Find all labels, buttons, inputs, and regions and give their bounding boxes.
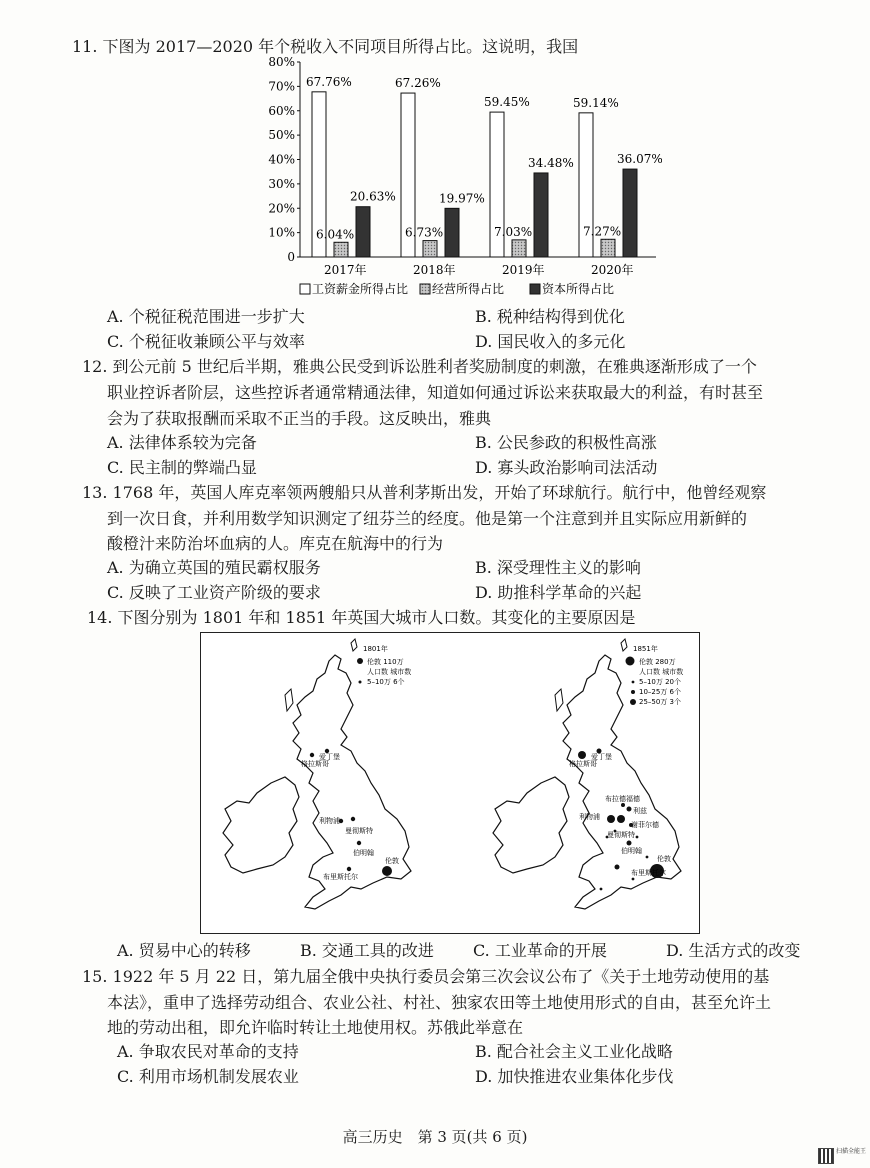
- y-tick-label: 20%: [268, 201, 295, 216]
- q15-option-b[interactable]: B. 配合社会主义工业化战略: [475, 1042, 673, 1061]
- bar: [512, 240, 526, 257]
- data-label: 59.45%: [484, 95, 530, 110]
- q13-option-d[interactable]: D. 助推科学革命的兴起: [475, 583, 642, 602]
- legend-london-symbol-1851: [626, 657, 635, 666]
- bar: [334, 242, 348, 257]
- q11-stem: 11. 下图为 2017—2020 年个税收入不同项目所得占比。这说明，我国: [72, 37, 579, 56]
- legend-row: 5–10万 6个: [367, 678, 405, 686]
- q11-option-b[interactable]: B. 税种结构得到优化: [475, 307, 625, 326]
- q14-option-c[interactable]: C. 工业革命的开展: [473, 941, 607, 960]
- city-label: 利物浦: [579, 813, 600, 821]
- q15-line3: 地的劳动出租，即允许临时转让土地使用权。苏俄此举意在: [107, 1018, 524, 1037]
- city-dot-bristol-1801: [347, 867, 351, 871]
- data-label: 6.73%: [405, 225, 444, 240]
- q12-line3: 会为了获取报酬而采取不正当的手段。这反映出，雅典: [107, 409, 492, 428]
- legend-10-25-symbol: [631, 690, 635, 694]
- data-label: 7.27%: [583, 224, 622, 239]
- q15-option-c[interactable]: C. 利用市场机制发展农业: [117, 1067, 299, 1086]
- data-label: 20.63%: [350, 189, 396, 204]
- data-label: 36.07%: [617, 152, 662, 167]
- q14-stem: 14. 下图分别为 1801 年和 1851 年英国大城市人口数。其变化的主要原因是: [87, 608, 636, 627]
- legend-label: 经营所得占比: [432, 282, 505, 296]
- y-tick-label: 60%: [268, 103, 295, 118]
- city-dot-bradford-1851: [621, 803, 625, 807]
- x-tick-label: 2019年: [502, 263, 545, 277]
- hebrides-1851: [555, 689, 563, 711]
- city-label: 爱丁堡: [319, 753, 340, 761]
- data-label: 7.03%: [494, 224, 533, 239]
- q13-option-a[interactable]: A. 为确立英国的殖民霸权服务: [107, 558, 321, 577]
- legend-row: 5–10万 20个: [639, 678, 681, 686]
- q12-line2: 职业控诉者阶层，这些控诉者通常精通法律，知道如何通过诉讼来获取最大的利益，有时甚至: [107, 383, 764, 402]
- legend-swatch: [530, 284, 540, 294]
- q12-option-a[interactable]: A. 法律体系较为完备: [107, 433, 257, 452]
- great-britain-1801: [293, 655, 411, 909]
- legend-5-10-symbol: [632, 681, 635, 684]
- city-dot-small: [632, 878, 635, 881]
- q13-line3: 酸橙汁来防治坏血病的人。库克在航海中的行为: [107, 534, 444, 553]
- city-label: 格拉斯哥: [569, 760, 597, 768]
- y-tick-label: 80%: [268, 55, 295, 69]
- city-dot-leeds-1851: [627, 807, 632, 812]
- scanner-watermark: 扫描全能王: [836, 1148, 867, 1155]
- q13-line1: 13. 1768 年，英国人库克率领两艘船只从普利茅斯出发，开始了环球航行。航行中，他曾经观察: [82, 483, 767, 502]
- legend-london-symbol-1801: [357, 658, 363, 664]
- q13-option-b[interactable]: B. 深受理性主义的影响: [475, 558, 641, 577]
- legend-row: 伦敦 280万: [639, 658, 676, 666]
- x-tick-label: 2017年: [324, 263, 367, 277]
- map-1851: [493, 639, 683, 909]
- q11-option-d[interactable]: D. 国民收入的多元化: [475, 332, 626, 351]
- bar: [445, 208, 459, 257]
- y-tick-label: 50%: [268, 128, 295, 143]
- city-label: 利兹: [633, 807, 647, 815]
- hebrides-1801: [285, 689, 293, 711]
- q15-option-d[interactable]: D. 加快推进农业集体化步伐: [475, 1067, 674, 1086]
- shetland-1801: [351, 639, 357, 651]
- legend-small-symbol-1801: [359, 681, 362, 684]
- legend-row: 人口数 城市数: [639, 668, 684, 676]
- city-dot-small: [600, 888, 603, 891]
- city-dot-manchester-1801: [351, 817, 355, 821]
- legend-label: 资本所得占比: [542, 282, 615, 296]
- q12-option-c[interactable]: C. 民主制的弊端凸显: [107, 458, 257, 477]
- city-dot-bristol-1851: [615, 865, 620, 870]
- bar: [534, 173, 548, 257]
- y-tick-label: 70%: [268, 79, 295, 94]
- bar: [423, 241, 437, 257]
- legend-swatch: [420, 284, 430, 294]
- bar: [601, 239, 615, 257]
- city-label: 布里斯托尔: [323, 873, 358, 881]
- city-label: 伦敦: [657, 855, 671, 863]
- city-dot-london-1801: [382, 866, 392, 876]
- y-tick-label: 30%: [268, 176, 295, 191]
- city-label: 曼彻斯特: [345, 827, 373, 835]
- city-dot-glasgow-1801: [310, 753, 314, 757]
- q14-option-a[interactable]: A. 贸易中心的转移: [117, 941, 251, 960]
- q15-line1: 15. 1922 年 5 月 22 日，第九届全俄中央执行委员会第三次会议公布了《关于土地劳动使用的基: [82, 967, 770, 986]
- data-label: 67.76%: [306, 74, 352, 89]
- x-tick-label: 2020年: [591, 263, 634, 277]
- city-label: 伯明翰: [353, 849, 374, 857]
- city-label: 伯明翰: [621, 847, 642, 855]
- city-label: 曼彻斯特: [607, 831, 635, 839]
- city-dot-small: [636, 836, 639, 839]
- q12-line1: 12. 到公元前 5 世纪后半期，雅典公民受到诉讼胜利者奖励制度的刺激，在雅典逐渐形成了一个: [82, 357, 757, 376]
- city-dot-manchester-1851: [617, 815, 625, 823]
- x-tick-label: 2018年: [413, 263, 456, 277]
- city-label: 伦敦: [385, 857, 399, 865]
- bar: [623, 169, 637, 257]
- legend-row: 25–50万 3个: [639, 698, 681, 706]
- legend-row: 伦敦 110万: [367, 658, 404, 666]
- q14-option-d[interactable]: D. 生活方式的改变: [666, 941, 801, 960]
- legend-25-50-symbol: [630, 699, 636, 705]
- y-tick-label: 0: [287, 250, 295, 264]
- data-label: 34.48%: [528, 155, 574, 170]
- data-label: 59.14%: [573, 95, 619, 110]
- page-footer: 高三历史 第 3 页(共 6 页): [342, 1128, 528, 1146]
- data-label: 6.04%: [316, 227, 355, 242]
- city-label: 谢菲尔德: [631, 821, 659, 829]
- chart-svg: [262, 52, 662, 302]
- ireland-1851: [493, 777, 569, 873]
- legend-label: 工资薪金所得占比: [312, 282, 409, 296]
- q11-option-c[interactable]: C. 个税征收兼顾公平与效率: [107, 332, 305, 351]
- britain-city-population-maps: [200, 632, 700, 934]
- map-1801: [223, 639, 411, 909]
- city-dot-glasgow-1851: [578, 751, 586, 759]
- q14-option-b[interactable]: B. 交通工具的改进: [300, 941, 434, 960]
- data-label: 19.97%: [439, 191, 485, 206]
- city-label: 格拉斯哥: [301, 760, 329, 768]
- q15-option-a[interactable]: A. 争取农民对革命的支持: [117, 1042, 299, 1061]
- q11-option-a[interactable]: A. 个税征税范围进一步扩大: [107, 307, 305, 326]
- tax-income-bar-chart: [262, 52, 662, 302]
- qr-code-icon: [818, 1148, 834, 1164]
- y-tick-label: 10%: [268, 225, 295, 240]
- data-label: 67.26%: [395, 76, 441, 91]
- q13-line2: 到一次日食，并利用数学知识测定了纽芬兰的经度。他是第一个注意到并且实际应用新鲜的: [107, 509, 748, 528]
- q12-option-d[interactable]: D. 寡头政治影响司法活动: [475, 458, 658, 477]
- city-label: 爱丁堡: [591, 753, 612, 761]
- shetland-1851: [621, 639, 627, 651]
- y-tick-label: 40%: [268, 152, 295, 167]
- maps-svg: [201, 633, 699, 933]
- legend-swatch: [300, 284, 310, 294]
- city-dot-birmingham-1801: [357, 841, 361, 845]
- city-label: 利物浦: [319, 817, 340, 825]
- q12-option-b[interactable]: B. 公民参政的积极性高涨: [475, 433, 657, 452]
- city-dot-liverpool-1851: [607, 815, 615, 823]
- legend-row: 10–25万 6个: [639, 688, 681, 696]
- q15-line2: 本法》，重申了选择劳动组合、农业公社、村社、独家农田等土地使用形式的自由，甚至允许土: [107, 993, 772, 1012]
- legend-year-1851: 1851年: [633, 645, 658, 653]
- legend-row: 人口数 城市数: [367, 668, 412, 676]
- q13-option-c[interactable]: C. 反映了工业资产阶级的要求: [107, 583, 321, 602]
- city-dot-small: [646, 856, 649, 859]
- city-label: 布拉德福德: [605, 795, 640, 803]
- city-label: 布里斯托尔: [631, 869, 666, 877]
- legend-year-1801: 1801年: [363, 645, 388, 653]
- ireland-1801: [223, 777, 299, 873]
- city-dot-birmingham-1851: [627, 841, 632, 846]
- bar: [356, 207, 370, 257]
